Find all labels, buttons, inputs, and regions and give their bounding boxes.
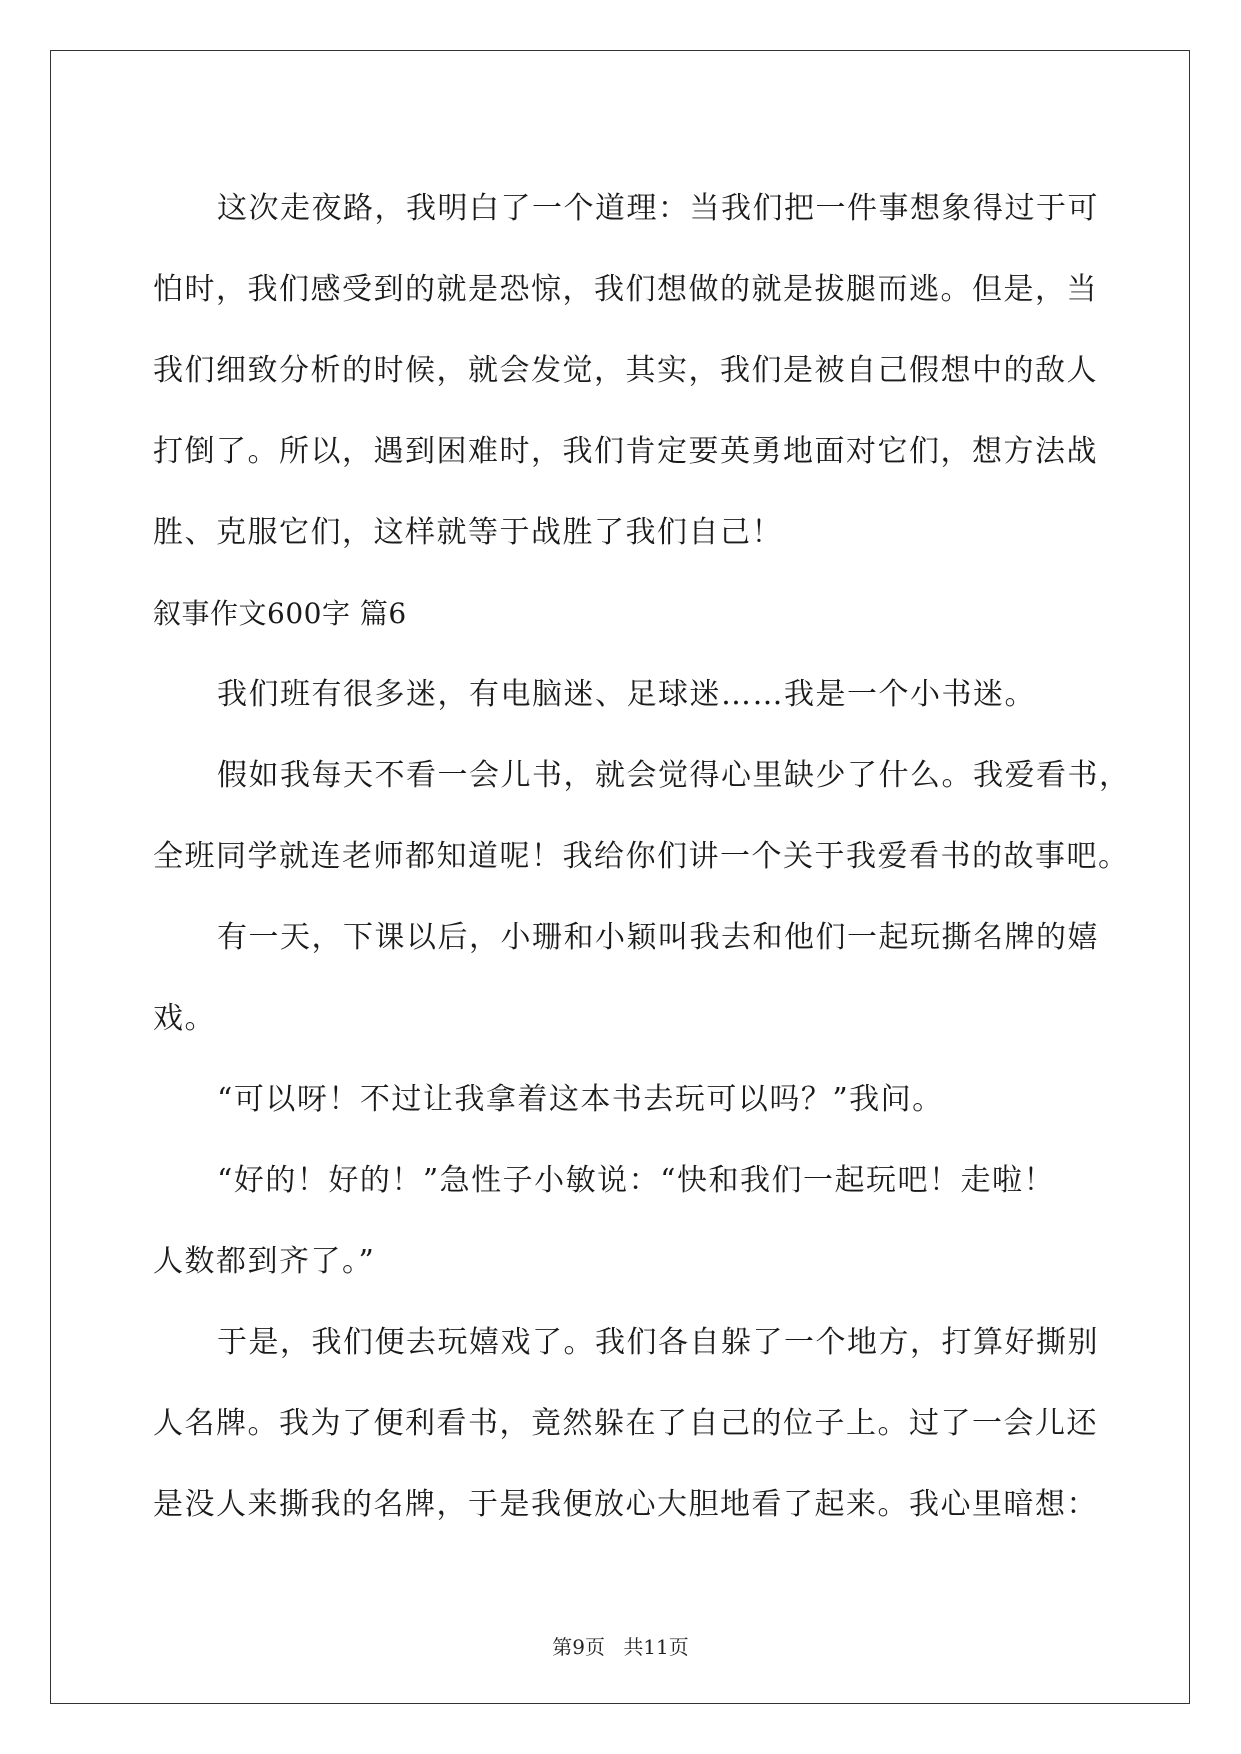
text-line: 打倒了。所以，遇到困难时，我们肯定要英勇地面对它们，想方法战 bbox=[153, 434, 1098, 469]
text-line: 假如我每天不看一会儿书，就会觉得心里缺少了什么。我爱看书， bbox=[217, 758, 1131, 793]
text-line: 我们班有很多迷，有电脑迷、足球迷……我是一个小书迷。 bbox=[217, 677, 1036, 712]
text-line: “可以呀！不过让我拿着这本书去玩可以吗？”我问。 bbox=[217, 1082, 944, 1117]
text-line: 人数都到齐了。” bbox=[153, 1244, 376, 1279]
text-line: 于是，我们便去玩嬉戏了。我们各自躲了一个地方，打算好撕别 bbox=[217, 1325, 1099, 1360]
text-line: “好的！好的！”急性子小敏说：“快和我们一起玩吧！走啦！ bbox=[217, 1163, 1056, 1198]
page-number: 第9页 bbox=[552, 1635, 605, 1659]
page-total: 共11页 bbox=[623, 1635, 689, 1659]
text-line: 人名牌。我为了便利看书，竟然躲在了自己的位子上。过了一会儿还 bbox=[153, 1406, 1098, 1441]
text-line: 是没人来撕我的名牌，于是我便放心大胆地看了起来。我心里暗想： bbox=[153, 1487, 1098, 1522]
section-heading: 叙事作文600字 篇6 bbox=[153, 597, 407, 630]
text-line: 我们细致分析的时候，就会发觉，其实，我们是被自己假想中的敌人 bbox=[153, 353, 1098, 388]
text-line: 有一天，下课以后，小珊和小颖叫我去和他们一起玩撕名牌的嬉 bbox=[217, 920, 1099, 955]
page-footer bbox=[0, 1631, 1241, 1660]
text-line: 戏。 bbox=[153, 1001, 216, 1036]
document-body bbox=[153, 168, 1131, 1545]
text-line: 这次走夜路，我明白了一个道理：当我们把一件事想象得过于可 bbox=[217, 191, 1099, 226]
text-line: 怕时，我们感受到的就是恐惊，我们想做的就是拔腿而逃。但是，当 bbox=[153, 272, 1098, 307]
text-line: 全班同学就连老师都知道呢！我给你们讲一个关于我爱看书的故事吧。 bbox=[153, 839, 1130, 874]
text-line: 胜、克服它们，这样就等于战胜了我们自己！ bbox=[153, 515, 783, 550]
